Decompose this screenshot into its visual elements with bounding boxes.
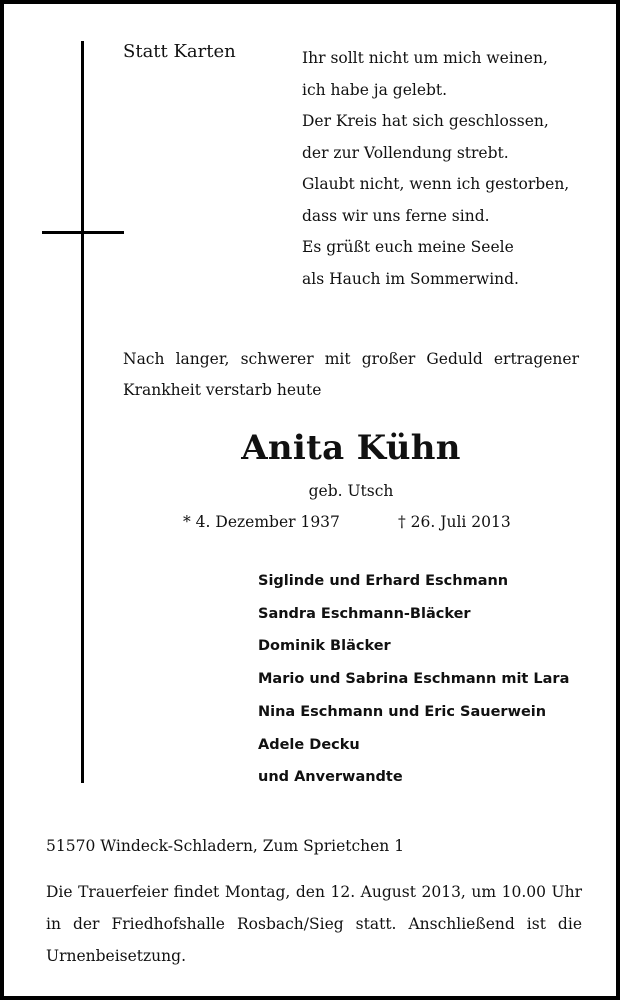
funeral-line: Urnenbeisetzung. bbox=[46, 947, 186, 965]
birth-date: * 4. Dezember 1937 bbox=[183, 513, 340, 531]
mourner-item: Dominik Bläcker bbox=[258, 638, 391, 655]
cross-horizontal-bar bbox=[42, 231, 124, 234]
deceased-name: Anita Kühn bbox=[241, 428, 461, 468]
intro-text bbox=[123, 344, 579, 406]
poem bbox=[302, 43, 569, 295]
mourner-item: Nina Eschmann und Eric Sauerwein bbox=[258, 703, 547, 720]
poem-line: Der Kreis hat sich geschlossen, bbox=[302, 112, 549, 130]
mourner-item: Adele Decku bbox=[258, 736, 360, 753]
mourner-item: und Anverwandte bbox=[258, 769, 403, 786]
poem-line: Ihr sollt nicht um mich weinen, bbox=[302, 49, 548, 67]
death-date: † 26. Juli 2013 bbox=[398, 513, 511, 531]
poem-line: ich habe ja gelebt. bbox=[302, 80, 448, 99]
mourners-list bbox=[258, 565, 569, 794]
funeral-line: in der Friedhofshalle Rosbach/Sieg statt. Anschließend ist die bbox=[46, 915, 582, 933]
poem-line: dass wir uns ferne sind. bbox=[302, 206, 490, 225]
funeral-line: Die Trauerfeier findet Montag, den 12. August 2013, um 10.00 Uhr bbox=[46, 883, 582, 901]
poem-line: Glaubt nicht, wenn ich gestorben, bbox=[302, 175, 570, 193]
maiden-name: geb. Utsch bbox=[308, 482, 394, 500]
poem-line: Es grüßt euch meine Seele bbox=[302, 238, 514, 256]
mourner-item: Siglinde und Erhard Eschmann bbox=[258, 573, 509, 589]
mourner-item: Mario und Sabrina Eschmann mit Lara bbox=[258, 671, 570, 688]
mourner-item: Sandra Eschmann-Bläcker bbox=[258, 605, 471, 622]
address: 51570 Windeck-Schladern, Zum Sprietchen 1 bbox=[46, 837, 405, 855]
intro-line: Nach langer, schwerer mit großer Geduld ertragener bbox=[123, 350, 579, 368]
cross-vertical-bar bbox=[81, 41, 84, 783]
funeral-info bbox=[46, 876, 582, 972]
poem-line: als Hauch im Sommerwind. bbox=[302, 269, 519, 288]
intro-line: Krankheit verstarb heute bbox=[123, 381, 322, 399]
poem-line: der zur Vollendung strebt. bbox=[302, 143, 509, 162]
statt-karten-label: Statt Karten bbox=[123, 41, 236, 62]
